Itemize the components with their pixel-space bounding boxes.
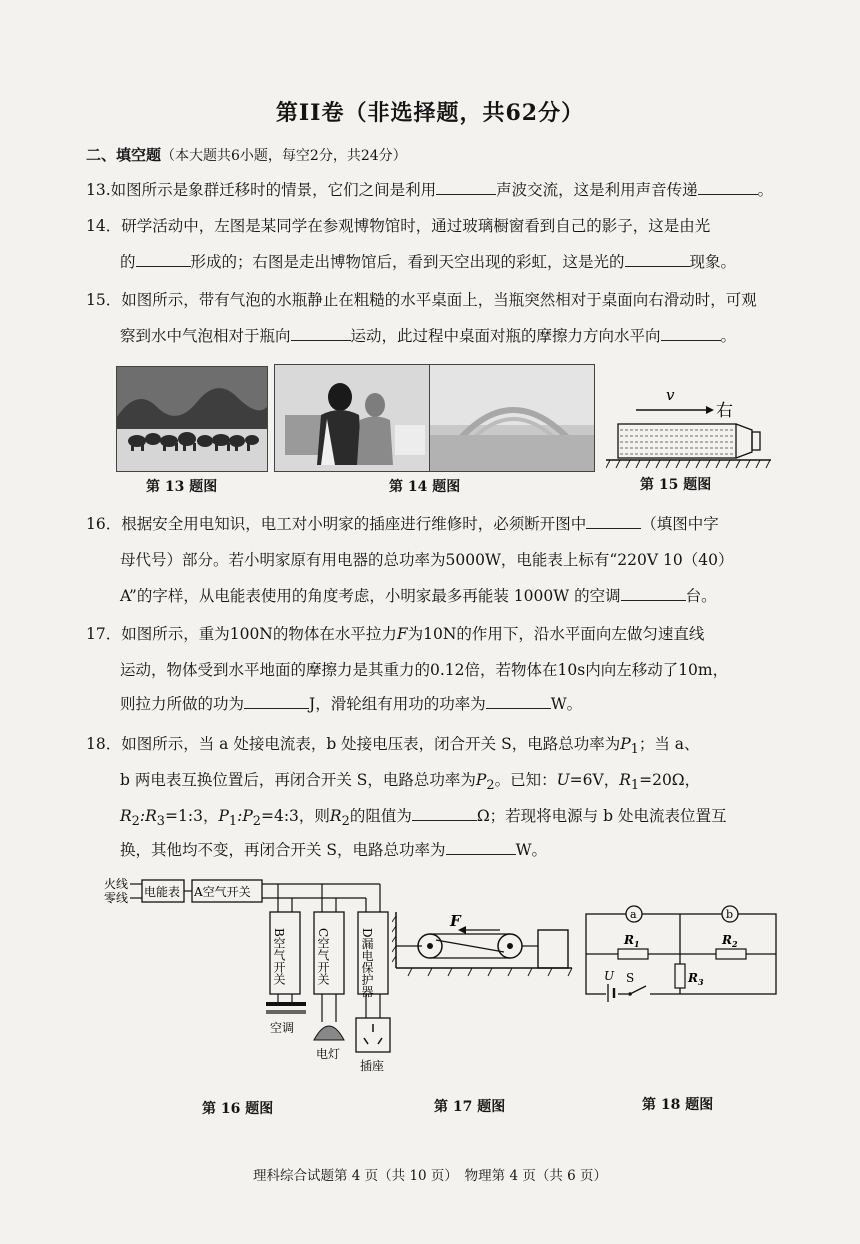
q18-blank-1[interactable] bbox=[412, 806, 477, 821]
q18-line4-b: W。 bbox=[515, 841, 547, 859]
caption-fig13: 第 13 题图 bbox=[146, 479, 218, 495]
q18-p1-b-sub: 1 bbox=[228, 814, 238, 830]
fig16-ac-label: 空调 bbox=[270, 1021, 295, 1035]
caption-fig16: 第 16 题图 bbox=[202, 1101, 274, 1117]
fig16-socket-label: 插座 bbox=[360, 1059, 385, 1073]
q18-p2-sub: 2 bbox=[486, 778, 495, 794]
question-14-line2 bbox=[120, 250, 820, 272]
fig16-meter-label: 电能表 bbox=[144, 885, 181, 899]
q13-text-c: 。 bbox=[757, 181, 774, 199]
fig16-lamp-shade bbox=[314, 1026, 344, 1040]
q18-r2-a: R bbox=[120, 807, 132, 825]
q18-ratio-1: =1:3， bbox=[165, 807, 219, 825]
q13-text-b: 声波交流，这是利用声音传递 bbox=[496, 181, 698, 199]
fig16-switch-a-label: A空气开关 bbox=[194, 885, 251, 899]
q13-blank-1[interactable] bbox=[436, 180, 496, 195]
q18-line2-d: =20Ω， bbox=[639, 771, 701, 789]
q15-text-c: 。 bbox=[720, 327, 737, 345]
q18-line3-i: Ω；若现将电源与 b 处电流表位置互 bbox=[476, 807, 727, 825]
q16-blank-2[interactable] bbox=[621, 586, 686, 601]
question-13 bbox=[86, 178, 786, 200]
question-18-line3 bbox=[120, 804, 820, 829]
fig18-circuit-diagram bbox=[580, 898, 780, 1002]
fig17-force-label: F bbox=[450, 912, 461, 930]
q18-p1-b: P bbox=[218, 807, 229, 825]
fig18-meter-b-label: b bbox=[726, 908, 734, 921]
q18-r1: R bbox=[619, 771, 631, 789]
q17-text-e: W。 bbox=[550, 695, 583, 713]
q17-blank-1[interactable] bbox=[244, 694, 309, 709]
fig14-rainbow-photo bbox=[429, 364, 595, 472]
q14-text-a: 的 bbox=[120, 253, 136, 271]
q16-text-d: 台。 bbox=[685, 587, 717, 605]
section-heading bbox=[86, 144, 407, 165]
fig14-shadow-photo bbox=[274, 364, 430, 472]
q15-text-a: 察到水中气泡相对于瓶向 bbox=[120, 327, 291, 345]
fig16-neutral-label: 零线 bbox=[104, 891, 129, 905]
q14-blank-1[interactable] bbox=[136, 252, 191, 267]
fig15-bottle-neck bbox=[736, 424, 752, 458]
fig18-r1-label: $R_1$ bbox=[624, 933, 640, 949]
fig17-block bbox=[538, 930, 568, 968]
fig15-bottle-body bbox=[618, 424, 736, 458]
q13-blank-2[interactable] bbox=[698, 180, 758, 195]
fig15-bottle-diagram bbox=[606, 384, 776, 474]
question-17-line3 bbox=[120, 692, 820, 714]
caption-fig15: 第 15 题图 bbox=[640, 477, 712, 493]
page-title: 第II卷（非选择题，共62分） bbox=[275, 100, 585, 126]
q18-p2: P bbox=[475, 771, 487, 789]
fig16-switch-b-label: B空气开关 bbox=[272, 928, 286, 985]
question-16-line1 bbox=[86, 512, 786, 534]
fig15-arrowhead bbox=[706, 406, 714, 414]
rainbow-sky-image bbox=[430, 365, 594, 471]
fig16-switch-c-label: C空气开关 bbox=[316, 928, 330, 986]
caption-fig14: 第 14 题图 bbox=[389, 479, 461, 495]
q17-text-a: 17．如图所示，重为100N的物体在水平拉力 bbox=[86, 625, 397, 643]
q18-p1: P bbox=[620, 735, 631, 753]
q17-force-symbol: F bbox=[396, 625, 408, 643]
q14-text-b: 形成的；右图是走出博物馆后，看到天空出现的彩虹，这是光的 bbox=[190, 253, 625, 271]
question-18-line4 bbox=[120, 838, 820, 860]
q16-blank-1[interactable] bbox=[586, 514, 641, 529]
question-18-line2 bbox=[120, 768, 820, 793]
elephant-herd-image bbox=[117, 367, 267, 471]
fig15-right-label: 右 bbox=[716, 401, 733, 421]
q15-text-b: 运动，此过程中桌面对瓶的摩擦力方向水平向 bbox=[350, 327, 661, 345]
fig18-r3 bbox=[675, 964, 685, 988]
q18-u: U bbox=[556, 771, 570, 789]
q18-r1-sub: 1 bbox=[630, 778, 640, 794]
question-16-line3 bbox=[120, 584, 820, 606]
fig18-r2-label: $R_2$ bbox=[722, 933, 738, 949]
q16-text-a: 16．根据安全用电知识，电工对小明家的插座进行维修时，必须断开图中 bbox=[86, 515, 587, 533]
fig18-u-label: U bbox=[604, 969, 615, 983]
fig18-r2 bbox=[716, 949, 746, 959]
question-15-line1: 15．如图所示，带有气泡的水瓶静止在粗糙的水平桌面上，当瓶突然相对于桌面向右滑动时，可观 bbox=[86, 291, 757, 309]
fig17-pulley-diagram bbox=[392, 910, 582, 980]
q18-line2-b: 。已知： bbox=[494, 771, 557, 789]
fig15-bottle-cap bbox=[752, 432, 760, 450]
question-16-line2: 母代号）部分。若小明家原有用电器的总功率为5000W，电能表上标有“220V 10（40） bbox=[120, 551, 734, 569]
question-14-line1: 14．研学活动中，左图是某同学在参观博物馆时，通过玻璃橱窗看到自己的影子，这是由光 bbox=[86, 217, 711, 235]
q17-text-c: 则拉力所做的功为 bbox=[120, 695, 245, 713]
q18-blank-2[interactable] bbox=[446, 840, 516, 855]
q18-p2-b: :P bbox=[237, 807, 253, 825]
fig16-wiring-diagram bbox=[96, 872, 396, 1092]
fig15-table-hatch bbox=[606, 460, 770, 468]
q14-text-c: 现象。 bbox=[689, 253, 737, 271]
fig15-velocity-label: v bbox=[666, 386, 675, 404]
q15-blank-2[interactable] bbox=[661, 326, 721, 341]
fig16-switch-d-label: D漏电保护器 bbox=[360, 928, 374, 998]
q18-p1-sub: 1 bbox=[630, 742, 639, 758]
fig16-live-label: 火线 bbox=[104, 877, 129, 891]
caption-fig18: 第 18 题图 bbox=[642, 1097, 714, 1113]
question-15-line2 bbox=[120, 324, 820, 346]
fig18-r1 bbox=[618, 949, 648, 959]
fig18-meter-a-label: a bbox=[630, 908, 637, 921]
q18-r2-b-sub: 2 bbox=[341, 814, 350, 830]
q15-blank-1[interactable] bbox=[291, 326, 351, 341]
q18-line3-h: 的阻值为 bbox=[349, 807, 412, 825]
q14-blank-2[interactable] bbox=[625, 252, 690, 267]
q18-r3-a: :R bbox=[139, 807, 157, 825]
question-17-line2: 运动，物体受到水平地面的摩擦力是其重力的0.12倍，若物体在10s内向左移动了10m， bbox=[120, 661, 729, 679]
q18-r3-a-sub: 3 bbox=[156, 814, 166, 830]
q16-text-b: （填图中字 bbox=[641, 515, 719, 533]
fig16-ac-unit bbox=[266, 1002, 306, 1006]
q18-line4-a: 换，其他均不变，再闭合开关 S，电路总功率为 bbox=[120, 841, 446, 859]
fig15-water-lines bbox=[620, 430, 734, 454]
q18-line2-c: =6V， bbox=[569, 771, 620, 789]
page-footer: 理科综合试题第 4 页（共 10 页） 物理第 4 页（共 6 页） bbox=[252, 1168, 608, 1184]
fig16-lamp-label: 电灯 bbox=[316, 1047, 341, 1061]
question-18-line1 bbox=[86, 732, 786, 757]
fig13-elephant-photo bbox=[116, 366, 268, 472]
section-note: （本大题共6小题，每空2分，共24分） bbox=[161, 148, 407, 164]
caption-fig17: 第 17 题图 bbox=[434, 1099, 506, 1115]
q18-r2-a-sub: 2 bbox=[131, 814, 140, 830]
q18-line2-a: b 两电表互换位置后，再闭合开关 S，电路总功率为 bbox=[120, 771, 476, 789]
q13-text-a: 13.如图所示是象群迁移时的情景，它们之间是利用 bbox=[86, 181, 437, 199]
museum-window-image bbox=[275, 365, 429, 471]
q17-text-d: J，滑轮组有用功的功率为 bbox=[309, 695, 486, 713]
q17-text-b: 为10N的作用下，沿水平面向左做匀速直线 bbox=[407, 625, 705, 643]
fig18-s-label: S bbox=[626, 971, 635, 985]
q18-text-b: ；当 a、 bbox=[638, 735, 700, 753]
q18-text-a: 18．如图所示，当 a 处接电流表，b 处接电压表，闭合开关 S，电路总功率为 bbox=[86, 735, 621, 753]
q16-text-c: A”的字样，从电能表使用的角度考虑，小明家最多再能装 1000W 的空调 bbox=[120, 587, 621, 605]
fig18-r3-label: $R_3$ bbox=[688, 971, 704, 987]
question-17-line1 bbox=[86, 622, 786, 644]
section-heading-text: 二、填空题 bbox=[86, 146, 162, 164]
q18-r2-b: R bbox=[329, 807, 342, 825]
q17-blank-2[interactable] bbox=[486, 694, 551, 709]
fig16-socket-box bbox=[356, 1018, 390, 1052]
q18-p2-b-sub: 2 bbox=[252, 814, 261, 830]
q18-ratio-2: =4:3，则 bbox=[260, 807, 330, 825]
